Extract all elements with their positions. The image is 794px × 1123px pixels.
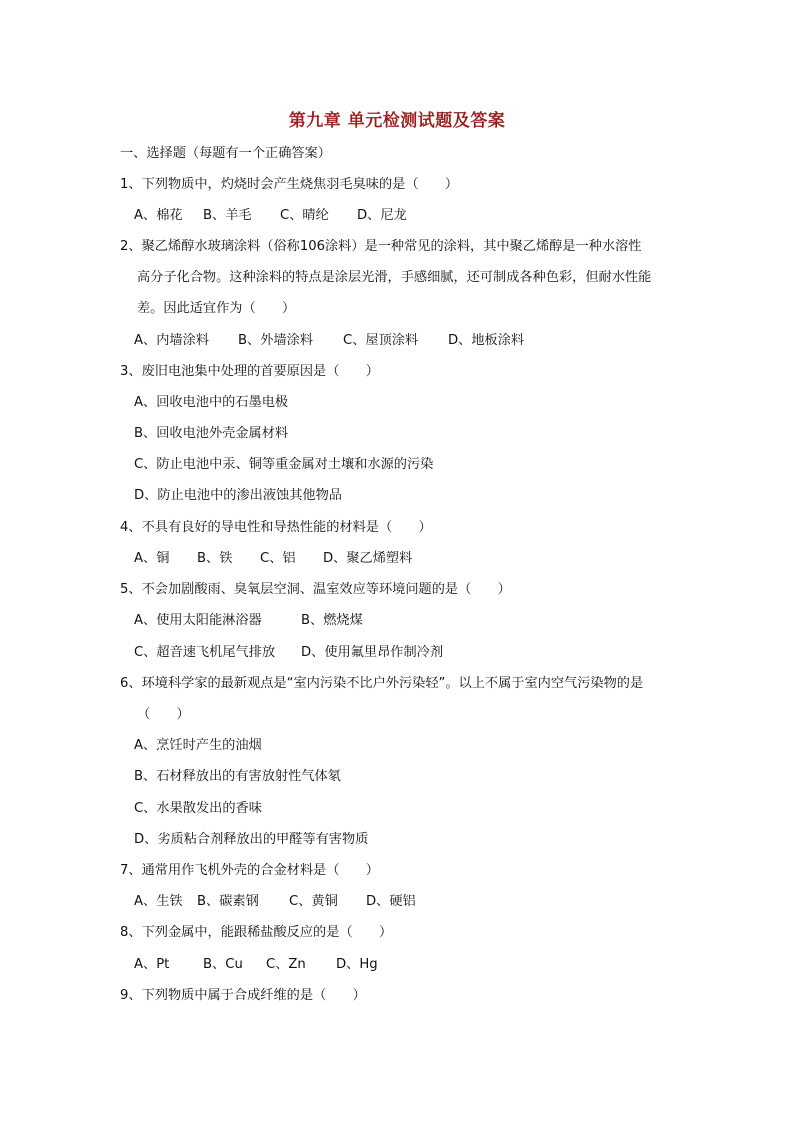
- q5-option-d: D、使用氟里昂作制冷剂: [301, 645, 444, 660]
- q2-option-a: A、内墙涂料: [134, 333, 209, 348]
- question-4-stem: 4、不具有良好的导电性和导热性能的材料是（ ）: [120, 520, 432, 535]
- q4-option-d: D、聚乙烯塑料: [323, 551, 413, 566]
- question-5-stem: 5、不会加剧酸雨、臭氧层空洞、温室效应等环境问题的是（ ）: [120, 582, 511, 597]
- q7-option-b: B、碳素钢: [197, 894, 259, 909]
- q3-option-d: D、防止电池中的渗出液蚀其他物品: [134, 488, 342, 503]
- question-5-options-row-2: [134, 644, 443, 662]
- question-6-stem-line-2: （ ）: [137, 707, 190, 722]
- q4-option-a: A、铜: [134, 551, 170, 566]
- question-2-options: [134, 332, 524, 350]
- question-1-stem: 1、下列物质中，灼烧时会产生烧焦羽毛臭味的是（ ）: [120, 177, 459, 192]
- q6-option-c: C、水果散发出的香味: [134, 801, 262, 816]
- q7-option-a: A、生铁: [134, 894, 183, 909]
- q4-option-b: B、铁: [197, 551, 233, 566]
- page-title: 第九章 单元检测试题及答案: [288, 111, 506, 131]
- question-8-options: [134, 956, 378, 974]
- q6-option-a: A、烹饪时产生的油烟: [134, 738, 262, 753]
- question-3-stem: 3、废旧电池集中处理的首要原因是（ ）: [120, 364, 379, 379]
- section-heading: 一、选择题（每题有一个正确答案）: [120, 146, 331, 161]
- q3-option-c: C、防止电池中汞、铜等重金属对土壤和水源的污染: [134, 457, 434, 472]
- question-2-stem-line-3: 差。因此适宜作为（ ）: [137, 301, 296, 316]
- q7-option-c: C、黄铜: [289, 894, 338, 909]
- question-1-options: [134, 207, 407, 225]
- q1-option-b: B、羊毛: [203, 208, 252, 223]
- q6-option-d: D、劣质粘合剂释放出的甲醛等有害物质: [134, 832, 369, 847]
- q4-option-c: C、铝: [260, 551, 296, 566]
- question-2-stem-line-2: 高分子化合物。这种涂料的特点是涂层光滑，手感细腻，还可制成各种色彩，但耐水性能: [137, 270, 652, 285]
- q3-option-a: A、回收电池中的石墨电极: [134, 395, 289, 410]
- q8-option-a: A、Pt: [134, 957, 170, 972]
- q1-option-c: C、晴纶: [280, 208, 329, 223]
- q5-option-a: A、使用太阳能淋浴器: [134, 613, 262, 628]
- q5-option-c: C、超音速飞机尾气排放: [134, 645, 276, 660]
- question-8-stem: 8、下列金属中，能跟稀盐酸反应的是（ ）: [120, 925, 393, 940]
- q5-option-b: B、燃烧煤: [301, 613, 363, 628]
- question-7-stem: 7、通常用作飞机外壳的合金材料是（ ）: [120, 863, 379, 878]
- question-2-stem-line-1: 2、聚乙烯醇水玻璃涂料（俗称106涂料）是一种常见的涂料，其中聚乙烯醇是一种水溶性: [120, 239, 642, 254]
- q7-option-d: D、硬铝: [366, 894, 416, 909]
- question-7-options: [134, 893, 416, 911]
- question-5-options-row-1: [134, 612, 363, 630]
- q1-option-d: D、尼龙: [357, 208, 407, 223]
- q1-option-a: A、棉花: [134, 208, 183, 223]
- q2-option-d: D、地板涂料: [448, 333, 525, 348]
- q3-option-b: B、回收电池外壳金属材料: [134, 426, 289, 441]
- q8-option-b: B、Cu: [203, 957, 243, 972]
- q8-option-d: D、Hg: [336, 957, 378, 972]
- q6-option-b: B、石材释放出的有害放射性气体氡: [134, 769, 341, 784]
- question-9-stem: 9、下列物质中属于合成纤维的是（ ）: [120, 988, 366, 1003]
- q8-option-c: C、Zn: [266, 957, 306, 972]
- q2-option-b: B、外墙涂料: [238, 333, 313, 348]
- question-6-stem-line-1: 6、环境科学家的最新观点是“室内污染不比户外污染轻”。以上不属于室内空气污染物的是: [120, 676, 644, 691]
- q2-option-c: C、屋顶涂料: [343, 333, 419, 348]
- question-4-options: [134, 550, 412, 568]
